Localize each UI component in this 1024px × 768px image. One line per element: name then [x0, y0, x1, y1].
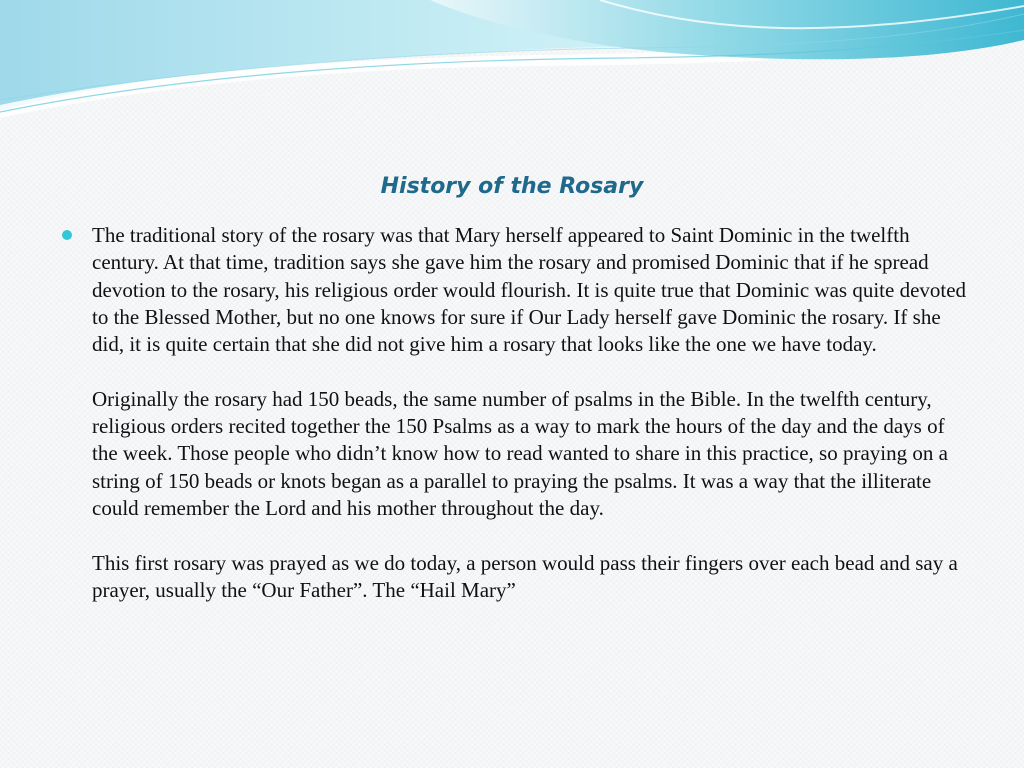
paragraph-origins: Originally the rosary had 150 beads, the same number of psalms in the Bible. In the twelfth century, religious orders recited together the 150 Psalms as a way to mark the hours of the day and the days of the week. Those people who didn’t know how to read wanted to share in this practice, so praying on a string of 150 beads or knots began as a parallel to praying the psalms. It was a way that the illiterate could remember the Lord and his mother throughout the day. — [92, 386, 948, 520]
paragraph-first-rosary: This first rosary was prayed as we do today, a person would pass their fingers over each bead and say a prayer, usually the “Our Father”. The “Hail Mary” — [92, 550, 958, 602]
slide-body — [92, 222, 972, 631]
paragraph-legend: The traditional story of the rosary was that Mary herself appeared to Saint Dominic in the twelfth century. At that time, tradition says she gave him the rosary and promised Dominic that if he spread devotion to the rosary, his religious order would flourish. It is quite true that Dominic was quite devoted to the Blessed Mother, but no one knows for sure if Our Lady herself gave Dominic the rosary. If she did, it is quite certain that she did not give him a rosary that looks like the one we have today. — [92, 223, 967, 357]
header-wave-decoration — [0, 0, 1024, 130]
bullet-icon — [62, 230, 72, 240]
slide-title: History of the Rosary — [380, 174, 644, 199]
